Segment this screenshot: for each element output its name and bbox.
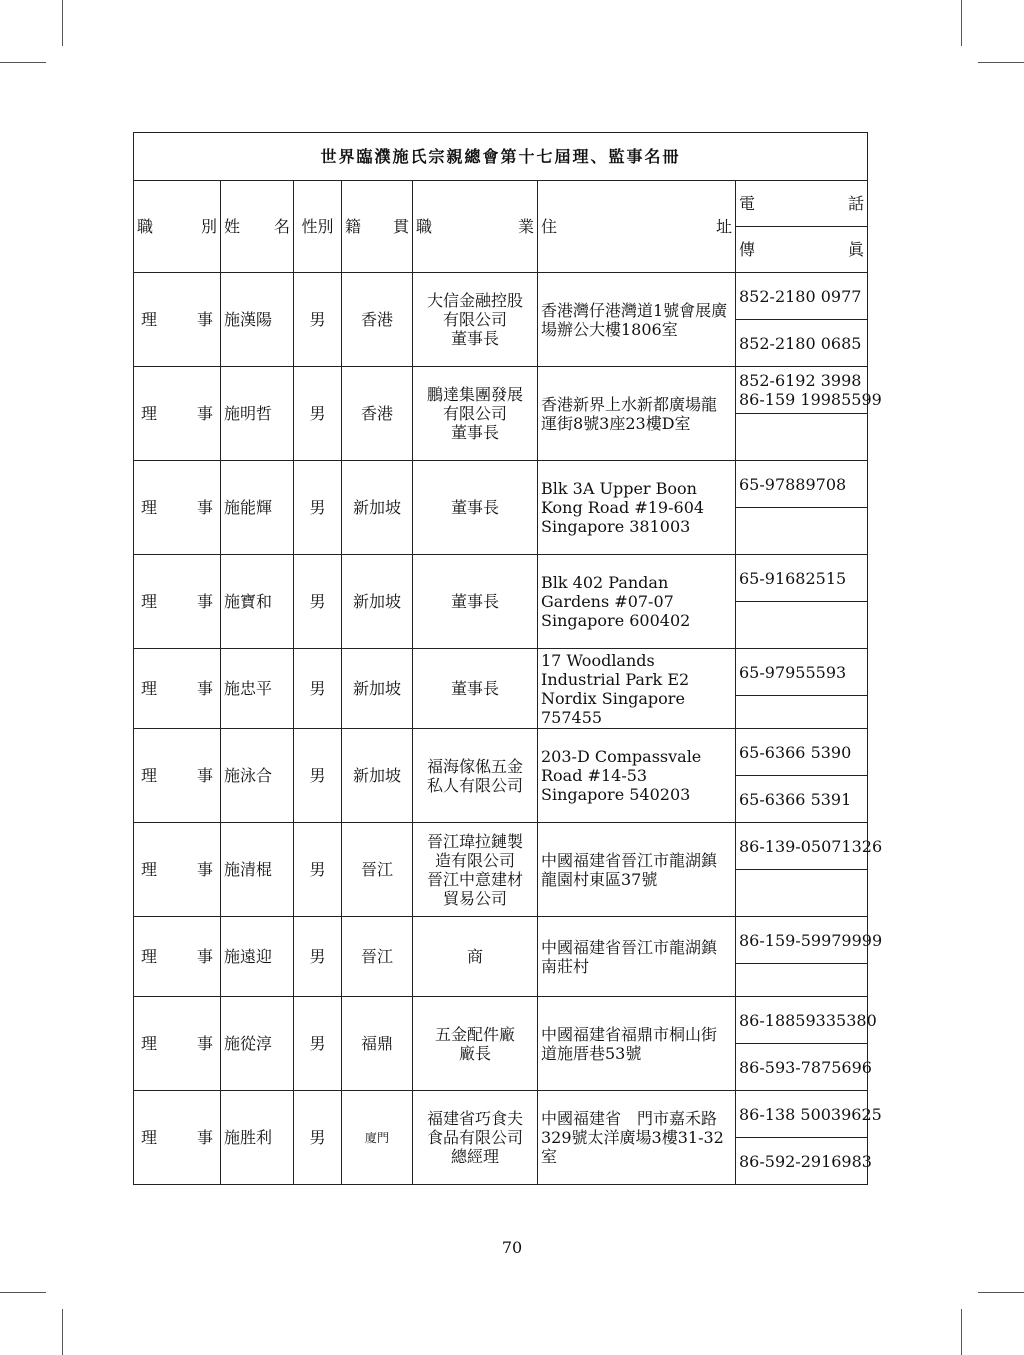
crop-mark xyxy=(978,62,1024,63)
member-address: 香港灣仔港灣道1號會展廣場辦公大樓1806室 xyxy=(541,300,728,339)
address-cell xyxy=(538,367,736,461)
member-gender: 男 xyxy=(309,1128,326,1147)
member-name: 施寶和 xyxy=(224,592,273,611)
member-name: 施漢陽 xyxy=(224,310,273,329)
occupation-cell xyxy=(413,649,538,729)
position-text-2: 事 xyxy=(196,498,213,517)
occupation-line: 商 xyxy=(466,947,483,966)
occupation-line: 董事長 xyxy=(450,679,499,698)
occupation-line: 私人有限公司 xyxy=(426,775,523,795)
gender-cell xyxy=(294,917,342,997)
position-text-1: 理 xyxy=(141,947,158,966)
phone-cell xyxy=(736,555,868,602)
name-cell xyxy=(221,649,294,729)
gender-cell xyxy=(294,273,342,367)
crop-mark xyxy=(0,62,46,63)
gender-cell xyxy=(294,367,342,461)
position-text-1: 理 xyxy=(141,592,158,611)
occupation-line: 總經理 xyxy=(450,1147,499,1166)
occupation-line: 晉江中意建材 xyxy=(426,869,523,889)
position-text-2: 事 xyxy=(196,592,213,611)
position-text-2: 事 xyxy=(196,1034,213,1053)
phone-number: 86-139-05071326 xyxy=(739,836,883,856)
title-row xyxy=(134,133,868,181)
member-row xyxy=(134,273,868,320)
member-origin: 晉江 xyxy=(360,860,393,879)
position-cell xyxy=(134,823,221,917)
position-cell xyxy=(134,997,221,1091)
member-row xyxy=(134,1091,868,1138)
member-gender: 男 xyxy=(309,404,326,423)
phone-cell xyxy=(736,461,868,508)
occupation-cell xyxy=(413,729,538,823)
position-cell xyxy=(134,367,221,461)
member-address: Blk 402 Pandan Gardens #07-07 Singapore 600402 xyxy=(541,573,691,630)
occupation-line: 五金配件廠 xyxy=(434,1024,515,1044)
member-name: 施清棍 xyxy=(224,860,273,879)
origin-cell xyxy=(342,367,413,461)
phone-number: 86-138 50039625 xyxy=(739,1104,882,1124)
origin-cell xyxy=(342,729,413,823)
gender-cell xyxy=(294,823,342,917)
member-origin: 新加坡 xyxy=(352,592,401,611)
member-gender: 男 xyxy=(309,860,326,879)
occupation-line: 廠長 xyxy=(458,1043,491,1063)
header-occupation: 職 業 xyxy=(413,181,538,273)
origin-cell xyxy=(342,649,413,729)
position-cell xyxy=(134,729,221,823)
phone-number: 65-97889708 xyxy=(739,474,847,494)
position-cell xyxy=(134,461,221,555)
fax-cell xyxy=(736,602,868,649)
occupation-cell xyxy=(413,367,538,461)
crop-mark xyxy=(62,1309,63,1355)
member-name: 施忠平 xyxy=(224,679,273,698)
member-address: 中國福建省 門市嘉禾路329號太洋廣場3樓31-32室 xyxy=(541,1109,724,1166)
position-text-2: 事 xyxy=(196,1128,213,1147)
address-cell xyxy=(538,997,736,1091)
phone-number: 65-6366 5390 xyxy=(739,742,852,762)
position-cell xyxy=(134,555,221,649)
header-address: 住 址 xyxy=(538,181,736,273)
origin-cell xyxy=(342,461,413,555)
position-cell xyxy=(134,273,221,367)
position-text-1: 理 xyxy=(141,404,158,423)
member-address: 香港新界上水新都廣場龍運街8號3座23樓D室 xyxy=(541,394,718,433)
crop-mark xyxy=(0,1292,46,1293)
phone-cell xyxy=(736,729,868,776)
roster-table xyxy=(133,132,883,1185)
fax-number: 65-6366 5391 xyxy=(739,789,852,809)
member-address: Blk 3A Upper Boon Kong Road #19-604 Singapore 381003 xyxy=(541,479,705,536)
fax-cell xyxy=(736,414,868,461)
fax-number: 86-593-7875696 xyxy=(739,1057,872,1077)
header-origin: 籍 貫 xyxy=(342,181,413,273)
address-cell xyxy=(538,461,736,555)
fax-cell xyxy=(736,320,868,367)
origin-cell xyxy=(342,997,413,1091)
member-name: 施能輝 xyxy=(224,498,273,517)
member-origin: 新加坡 xyxy=(352,679,401,698)
position-text-1: 理 xyxy=(141,498,158,517)
fax-cell xyxy=(736,508,868,555)
phone-cell xyxy=(736,649,868,696)
position-text-1: 理 xyxy=(141,679,158,698)
position-text-2: 事 xyxy=(196,860,213,879)
page-title: 世界臨濮施氏宗親總會第十七屆理、監事名冊 xyxy=(134,133,868,181)
occupation-cell xyxy=(413,823,538,917)
occupation-line: 晉江瑋拉鏈製 xyxy=(426,831,523,851)
header-row xyxy=(134,181,868,227)
name-cell xyxy=(221,555,294,649)
occupation-line: 福建省巧食夫 xyxy=(426,1109,523,1128)
origin-cell xyxy=(342,917,413,997)
member-gender: 男 xyxy=(309,592,326,611)
origin-cell xyxy=(342,555,413,649)
crop-mark xyxy=(961,1309,962,1355)
name-cell xyxy=(221,917,294,997)
occupation-line: 董事長 xyxy=(450,423,499,442)
fax-cell xyxy=(736,870,868,917)
phone-cell xyxy=(736,917,883,964)
member-address: 中國福建省晉江市龍湖鎮龍園村東區37號 xyxy=(541,850,718,889)
address-cell xyxy=(538,273,736,367)
name-cell xyxy=(221,729,294,823)
position-text-1: 理 xyxy=(141,766,158,785)
member-name: 施從淳 xyxy=(224,1034,273,1053)
crop-mark xyxy=(978,1292,1024,1293)
origin-cell xyxy=(342,273,413,367)
position-cell xyxy=(134,649,221,729)
name-cell xyxy=(221,823,294,917)
member-row xyxy=(134,649,868,696)
phone-number: 852-6192 3998 xyxy=(739,371,862,390)
address-cell xyxy=(538,649,736,729)
header-position: 職 別 xyxy=(134,181,221,273)
gender-cell xyxy=(294,555,342,649)
phone-cell xyxy=(736,823,883,870)
occupation-line: 大信金融控股 xyxy=(426,291,523,310)
occupation-cell xyxy=(413,273,538,367)
address-cell xyxy=(538,823,736,917)
member-address: 中國福建省福鼎市桐山街道施厝巷53號 xyxy=(541,1024,718,1063)
phone-number: 86-159-59979999 xyxy=(739,930,883,950)
position-cell xyxy=(134,917,221,997)
member-gender: 男 xyxy=(309,1034,326,1053)
gender-cell xyxy=(294,729,342,823)
member-address: 17 Woodlands Industrial Park E2 Nordix Singapore 757455 xyxy=(541,650,690,727)
occupation-line: 有限公司 xyxy=(442,310,507,329)
occupation-line: 有限公司 xyxy=(442,404,507,423)
crop-mark xyxy=(62,0,63,46)
gender-cell xyxy=(294,997,342,1091)
member-origin: 廈門 xyxy=(364,1131,389,1145)
member-row xyxy=(134,997,868,1044)
member-address: 中國福建省晉江市龍湖鎮南莊村 xyxy=(541,937,718,976)
origin-cell xyxy=(342,823,413,917)
header-gender: 性別 xyxy=(294,181,342,273)
member-row xyxy=(134,555,868,602)
member-row xyxy=(134,461,868,508)
name-cell xyxy=(221,461,294,555)
address-cell xyxy=(538,555,736,649)
address-cell xyxy=(538,917,736,997)
fax-number: 852-2180 0685 xyxy=(739,333,862,353)
name-cell xyxy=(221,273,294,367)
phone-cell xyxy=(736,997,877,1044)
occupation-line: 董事長 xyxy=(450,498,499,517)
member-gender: 男 xyxy=(309,766,326,785)
occupation-cell xyxy=(413,555,538,649)
gender-cell xyxy=(294,461,342,555)
fax-cell xyxy=(736,776,868,823)
occupation-line: 造有限公司 xyxy=(434,850,515,870)
position-text-2: 事 xyxy=(196,404,213,423)
phone-number: 86-18859335380 xyxy=(739,1010,877,1030)
position-text-1: 理 xyxy=(141,860,158,879)
member-origin: 新加坡 xyxy=(352,498,401,517)
member-gender: 男 xyxy=(309,498,326,517)
occupation-line: 食品有限公司 xyxy=(426,1128,523,1147)
phone-number-2: 86-159 19985599 xyxy=(739,390,882,409)
name-cell xyxy=(221,1091,294,1185)
position-cell xyxy=(134,1091,221,1185)
position-text-2: 事 xyxy=(196,679,213,698)
member-gender: 男 xyxy=(309,947,326,966)
member-origin: 香港 xyxy=(360,404,393,423)
fax-cell xyxy=(736,1044,872,1091)
member-name: 施胜利 xyxy=(224,1128,273,1147)
page-number: 70 xyxy=(501,1238,523,1257)
origin-cell xyxy=(342,1091,413,1185)
member-row xyxy=(134,823,868,870)
member-row xyxy=(134,917,868,964)
occupation-cell xyxy=(413,461,538,555)
phone-cell xyxy=(736,367,882,414)
member-address: 203-D Compassvale Road #14-53 Singapore 540203 xyxy=(541,747,702,804)
member-origin: 晉江 xyxy=(360,947,393,966)
occupation-line: 福海傢俬五金 xyxy=(426,756,523,776)
address-cell xyxy=(538,729,736,823)
name-cell xyxy=(221,367,294,461)
member-origin: 福鼎 xyxy=(360,1034,393,1053)
phone-number: 65-97955593 xyxy=(739,662,847,682)
member-origin: 香港 xyxy=(360,310,393,329)
fax-cell xyxy=(736,1138,872,1185)
occupation-line: 董事長 xyxy=(450,329,499,348)
member-gender: 男 xyxy=(309,310,326,329)
member-name: 施遠迎 xyxy=(224,947,273,966)
occupation-cell xyxy=(413,1091,538,1185)
position-text-1: 理 xyxy=(141,1128,158,1147)
member-origin: 新加坡 xyxy=(352,766,401,785)
position-text-2: 事 xyxy=(196,947,213,966)
header-fax: 傳 眞 xyxy=(736,227,868,273)
fax-cell xyxy=(736,696,868,729)
occupation-line: 董事長 xyxy=(450,592,499,611)
fax-cell xyxy=(736,964,868,997)
occupation-line: 鵬達集團發展 xyxy=(426,385,523,404)
position-text-1: 理 xyxy=(141,310,158,329)
address-cell xyxy=(538,1091,736,1185)
name-cell xyxy=(221,997,294,1091)
position-text-1: 理 xyxy=(141,1034,158,1053)
gender-cell xyxy=(294,1091,342,1185)
crop-mark xyxy=(961,0,962,46)
phone-number: 65-91682515 xyxy=(739,568,847,588)
phone-number: 852-2180 0977 xyxy=(739,286,862,306)
phone-cell xyxy=(736,273,868,320)
position-text-2: 事 xyxy=(196,766,213,785)
member-name: 施明哲 xyxy=(224,404,273,423)
member-name: 施泳合 xyxy=(224,766,273,785)
occupation-cell xyxy=(413,997,538,1091)
occupation-cell xyxy=(413,917,538,997)
occupation-line: 貿易公司 xyxy=(442,888,507,908)
fax-number: 86-592-2916983 xyxy=(739,1151,872,1171)
header-phone: 電 話 xyxy=(736,181,868,227)
gender-cell xyxy=(294,649,342,729)
member-gender: 男 xyxy=(309,679,326,698)
member-row xyxy=(134,729,868,776)
phone-cell xyxy=(736,1091,882,1138)
position-text-2: 事 xyxy=(196,310,213,329)
header-name: 姓 名 xyxy=(221,181,294,273)
member-row xyxy=(134,367,868,414)
